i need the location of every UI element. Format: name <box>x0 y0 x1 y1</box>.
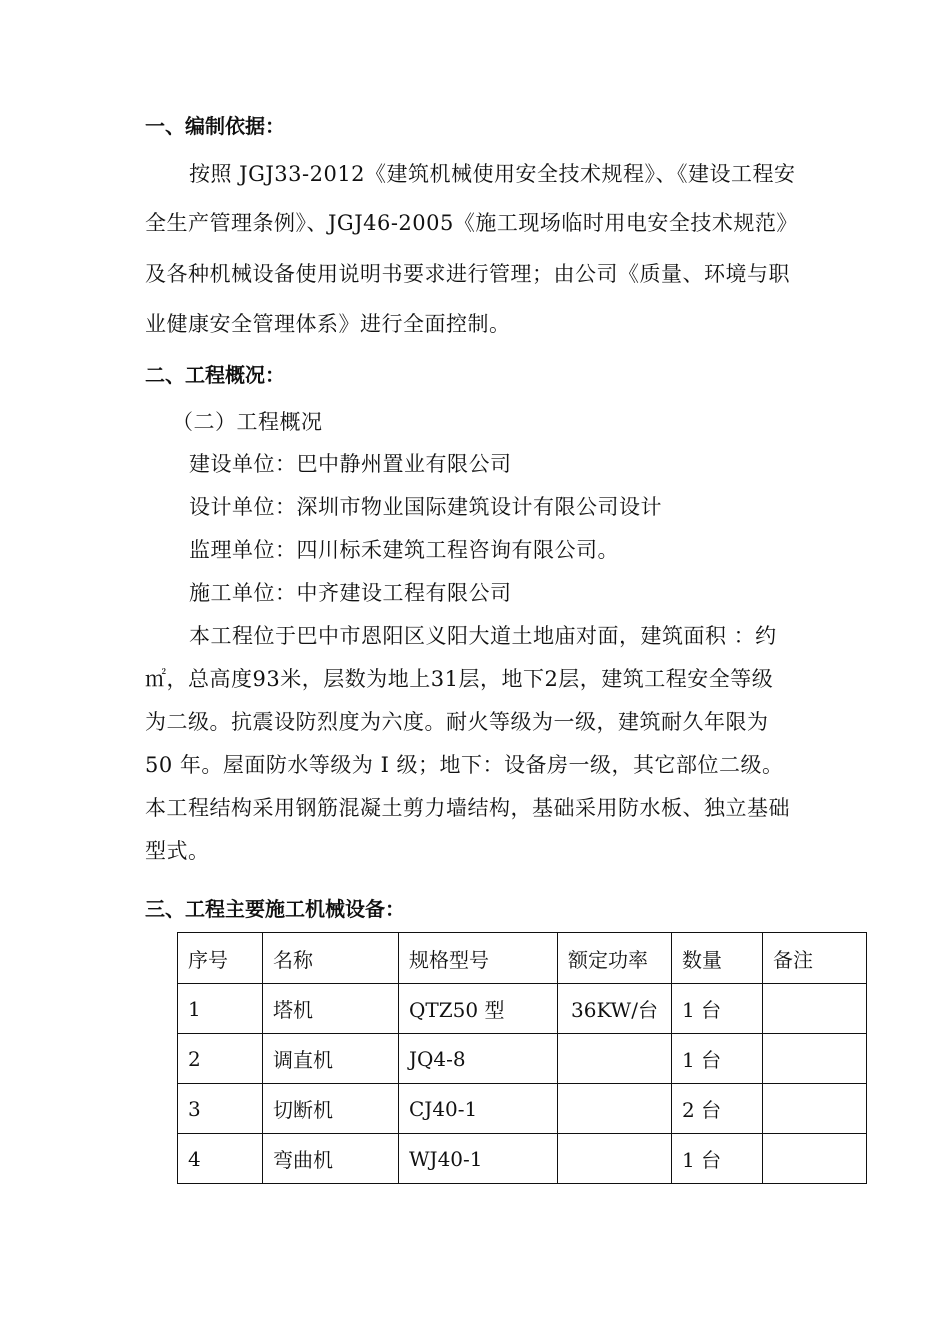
section3-heading: 三、工程主要施工机械设备： <box>145 897 405 921</box>
unit-contractor: 施工单位：中齐建设工程有限公司 <box>189 581 512 605</box>
header-cell-index: 序号 <box>178 933 263 984</box>
cell-quantity: 1 台 <box>672 1034 763 1084</box>
cell-remark <box>763 1134 867 1184</box>
table-header-row <box>178 933 867 984</box>
section2-heading: 二、工程概况： <box>145 363 285 387</box>
cell-name: 切断机 <box>263 1084 399 1134</box>
cell-power <box>558 1034 672 1084</box>
table-row <box>178 1034 867 1084</box>
section2-subheading: （二）工程概况 <box>172 410 323 434</box>
desc-line-2: ㎡，总高度93米，层数为地上31层，地下2层，建筑工程安全等级 <box>145 667 774 691</box>
cell-index: 4 <box>178 1134 263 1184</box>
cell-remark <box>763 1034 867 1084</box>
cell-model: QTZ50 型 <box>399 984 558 1034</box>
cell-remark <box>763 984 867 1034</box>
desc-line-4: 50 年。屋面防水等级为 I 级；地下：设备房一级，其它部位二级。 <box>145 753 784 777</box>
cell-power <box>558 1134 672 1184</box>
cell-model: CJ40-1 <box>399 1084 558 1134</box>
basis-line-4: 业健康安全管理体系》进行全面控制。 <box>145 312 511 336</box>
basis-line-3: 及各种机械设备使用说明书要求进行管理；由公司《质量、环境与职 <box>145 262 790 286</box>
cell-power <box>558 1084 672 1134</box>
table-row <box>178 984 867 1034</box>
basis-line-1: 按照 JGJ33-2012《建筑机械使用安全技术规程》、《建设工程安 <box>189 162 796 186</box>
cell-model: JQ4-8 <box>399 1034 558 1084</box>
cell-index: 3 <box>178 1084 263 1134</box>
desc-line-6: 型式。 <box>145 839 210 863</box>
cell-remark <box>763 1084 867 1134</box>
header-cell-remark: 备注 <box>763 933 867 984</box>
unit-designer: 设计单位：深圳市物业国际建筑设计有限公司设计 <box>189 495 662 519</box>
section1-heading: 一、编制依据： <box>145 114 285 138</box>
cell-index: 2 <box>178 1034 263 1084</box>
header-cell-model: 规格型号 <box>399 933 558 984</box>
desc-line-3: 为二级。抗震设防烈度为六度。耐火等级为一级，建筑耐久年限为 <box>145 710 769 734</box>
header-cell-name: 名称 <box>263 933 399 984</box>
cell-quantity: 1 台 <box>672 1134 763 1184</box>
unit-owner: 建设单位：巴中静州置业有限公司 <box>189 452 512 476</box>
header-cell-quantity: 数量 <box>672 933 763 984</box>
cell-quantity: 1 台 <box>672 984 763 1034</box>
cell-model: WJ40-1 <box>399 1134 558 1184</box>
table-row <box>178 1084 867 1134</box>
basis-line-2: 全生产管理条例》、JGJ46-2005《施工现场临时用电安全技术规范》 <box>145 211 798 235</box>
equipment-table <box>177 932 867 1184</box>
cell-name: 调直机 <box>263 1034 399 1084</box>
header-cell-power: 额定功率 <box>558 933 672 984</box>
cell-name: 弯曲机 <box>263 1134 399 1184</box>
unit-supervisor: 监理单位：四川标禾建筑工程咨询有限公司。 <box>189 538 619 562</box>
cell-power: 36KW/台 <box>558 984 672 1034</box>
desc-line-1: 本工程位于巴中市恩阳区义阳大道土地庙对面，建筑面积 ：约 <box>189 624 777 648</box>
desc-line-5: 本工程结构采用钢筋混凝土剪力墙结构，基础采用防水板、独立基础 <box>145 796 790 820</box>
cell-index: 1 <box>178 984 263 1034</box>
cell-name: 塔机 <box>263 984 399 1034</box>
table-row <box>178 1134 867 1184</box>
cell-quantity: 2 台 <box>672 1084 763 1134</box>
